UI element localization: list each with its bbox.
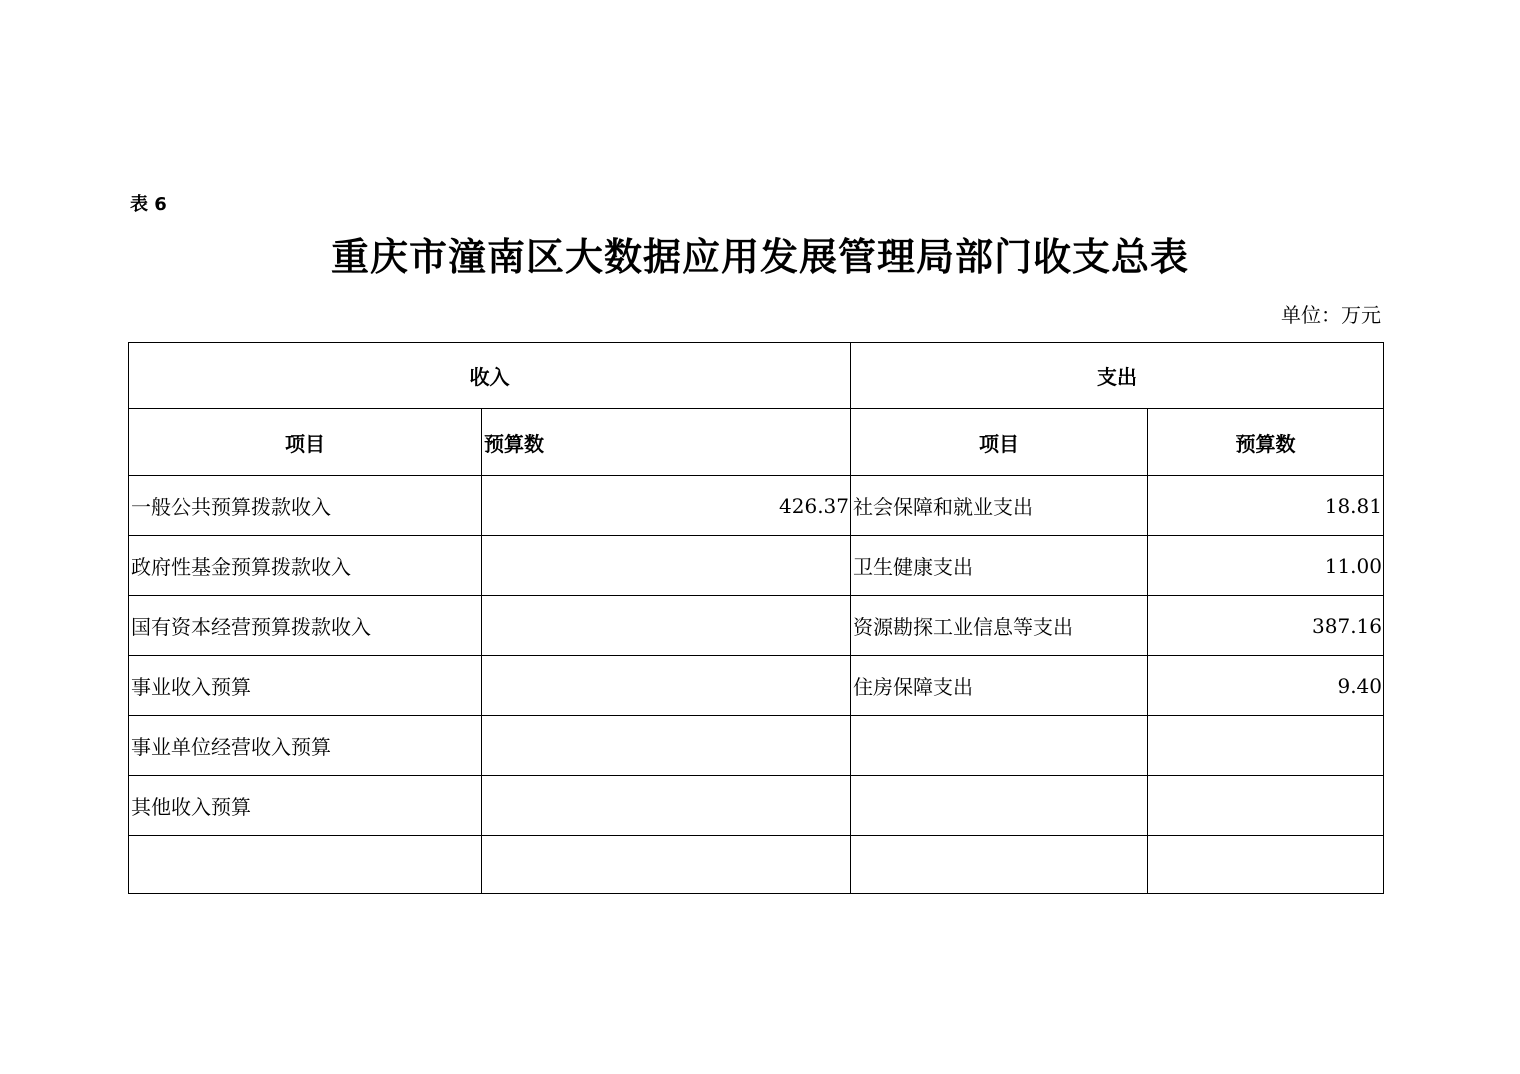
- income-amount-cell: [482, 536, 851, 596]
- income-amount-cell: [482, 716, 851, 776]
- expense-item-cell: 资源勘探工业信息等支出: [851, 596, 1148, 656]
- income-amount-cell: [482, 836, 851, 894]
- expense-item-cell: [851, 836, 1148, 894]
- income-amount-cell: [482, 596, 851, 656]
- income-item-cell: 事业单位经营收入预算: [129, 716, 482, 776]
- page-title: 重庆市潼南区大数据应用发展管理局部门收支总表: [330, 235, 1189, 279]
- expense-amount-cell: [1148, 716, 1384, 776]
- table-number: 表 6: [130, 194, 167, 215]
- unit-label: 单位：万元: [1281, 303, 1381, 327]
- header-income: 收入: [129, 343, 851, 409]
- income-item-cell: [129, 836, 482, 894]
- header-income-item: 项目: [129, 409, 482, 476]
- expense-amount-cell: [1148, 776, 1384, 836]
- table-row: [129, 596, 1384, 656]
- table-row: [129, 776, 1384, 836]
- income-item-cell: 其他收入预算: [129, 776, 482, 836]
- header-expense-budget: 预算数: [1148, 409, 1384, 476]
- budget-summary-table: [128, 342, 1384, 894]
- expense-item-cell: [851, 716, 1148, 776]
- header-income-budget: 预算数: [482, 409, 851, 476]
- header-expense-item: 项目: [851, 409, 1148, 476]
- table-row: [129, 716, 1384, 776]
- income-item-cell: 一般公共预算拨款收入: [129, 476, 482, 536]
- income-item-cell: 国有资本经营预算拨款收入: [129, 596, 482, 656]
- table-row: [129, 836, 1384, 894]
- income-amount-cell: [482, 656, 851, 716]
- expense-amount-cell: 18.81: [1148, 476, 1384, 536]
- expense-item-cell: [851, 776, 1148, 836]
- expense-item-cell: 住房保障支出: [851, 656, 1148, 716]
- expense-amount-cell: 11.00: [1148, 536, 1384, 596]
- income-amount-cell: [482, 776, 851, 836]
- expense-amount-cell: 9.40: [1148, 656, 1384, 716]
- expense-amount-cell: [1148, 836, 1384, 894]
- expense-item-cell: 社会保障和就业支出: [851, 476, 1148, 536]
- income-item-cell: 政府性基金预算拨款收入: [129, 536, 482, 596]
- table-row: [129, 656, 1384, 716]
- income-item-cell: 事业收入预算: [129, 656, 482, 716]
- header-row-sections: [129, 343, 1384, 409]
- table-row: [129, 476, 1384, 536]
- table-row: [129, 536, 1384, 596]
- header-expense: 支出: [851, 343, 1384, 409]
- expense-item-cell: 卫生健康支出: [851, 536, 1148, 596]
- header-row-columns: [129, 409, 1384, 476]
- expense-amount-cell: 387.16: [1148, 596, 1384, 656]
- income-amount-cell: 426.37: [482, 476, 851, 536]
